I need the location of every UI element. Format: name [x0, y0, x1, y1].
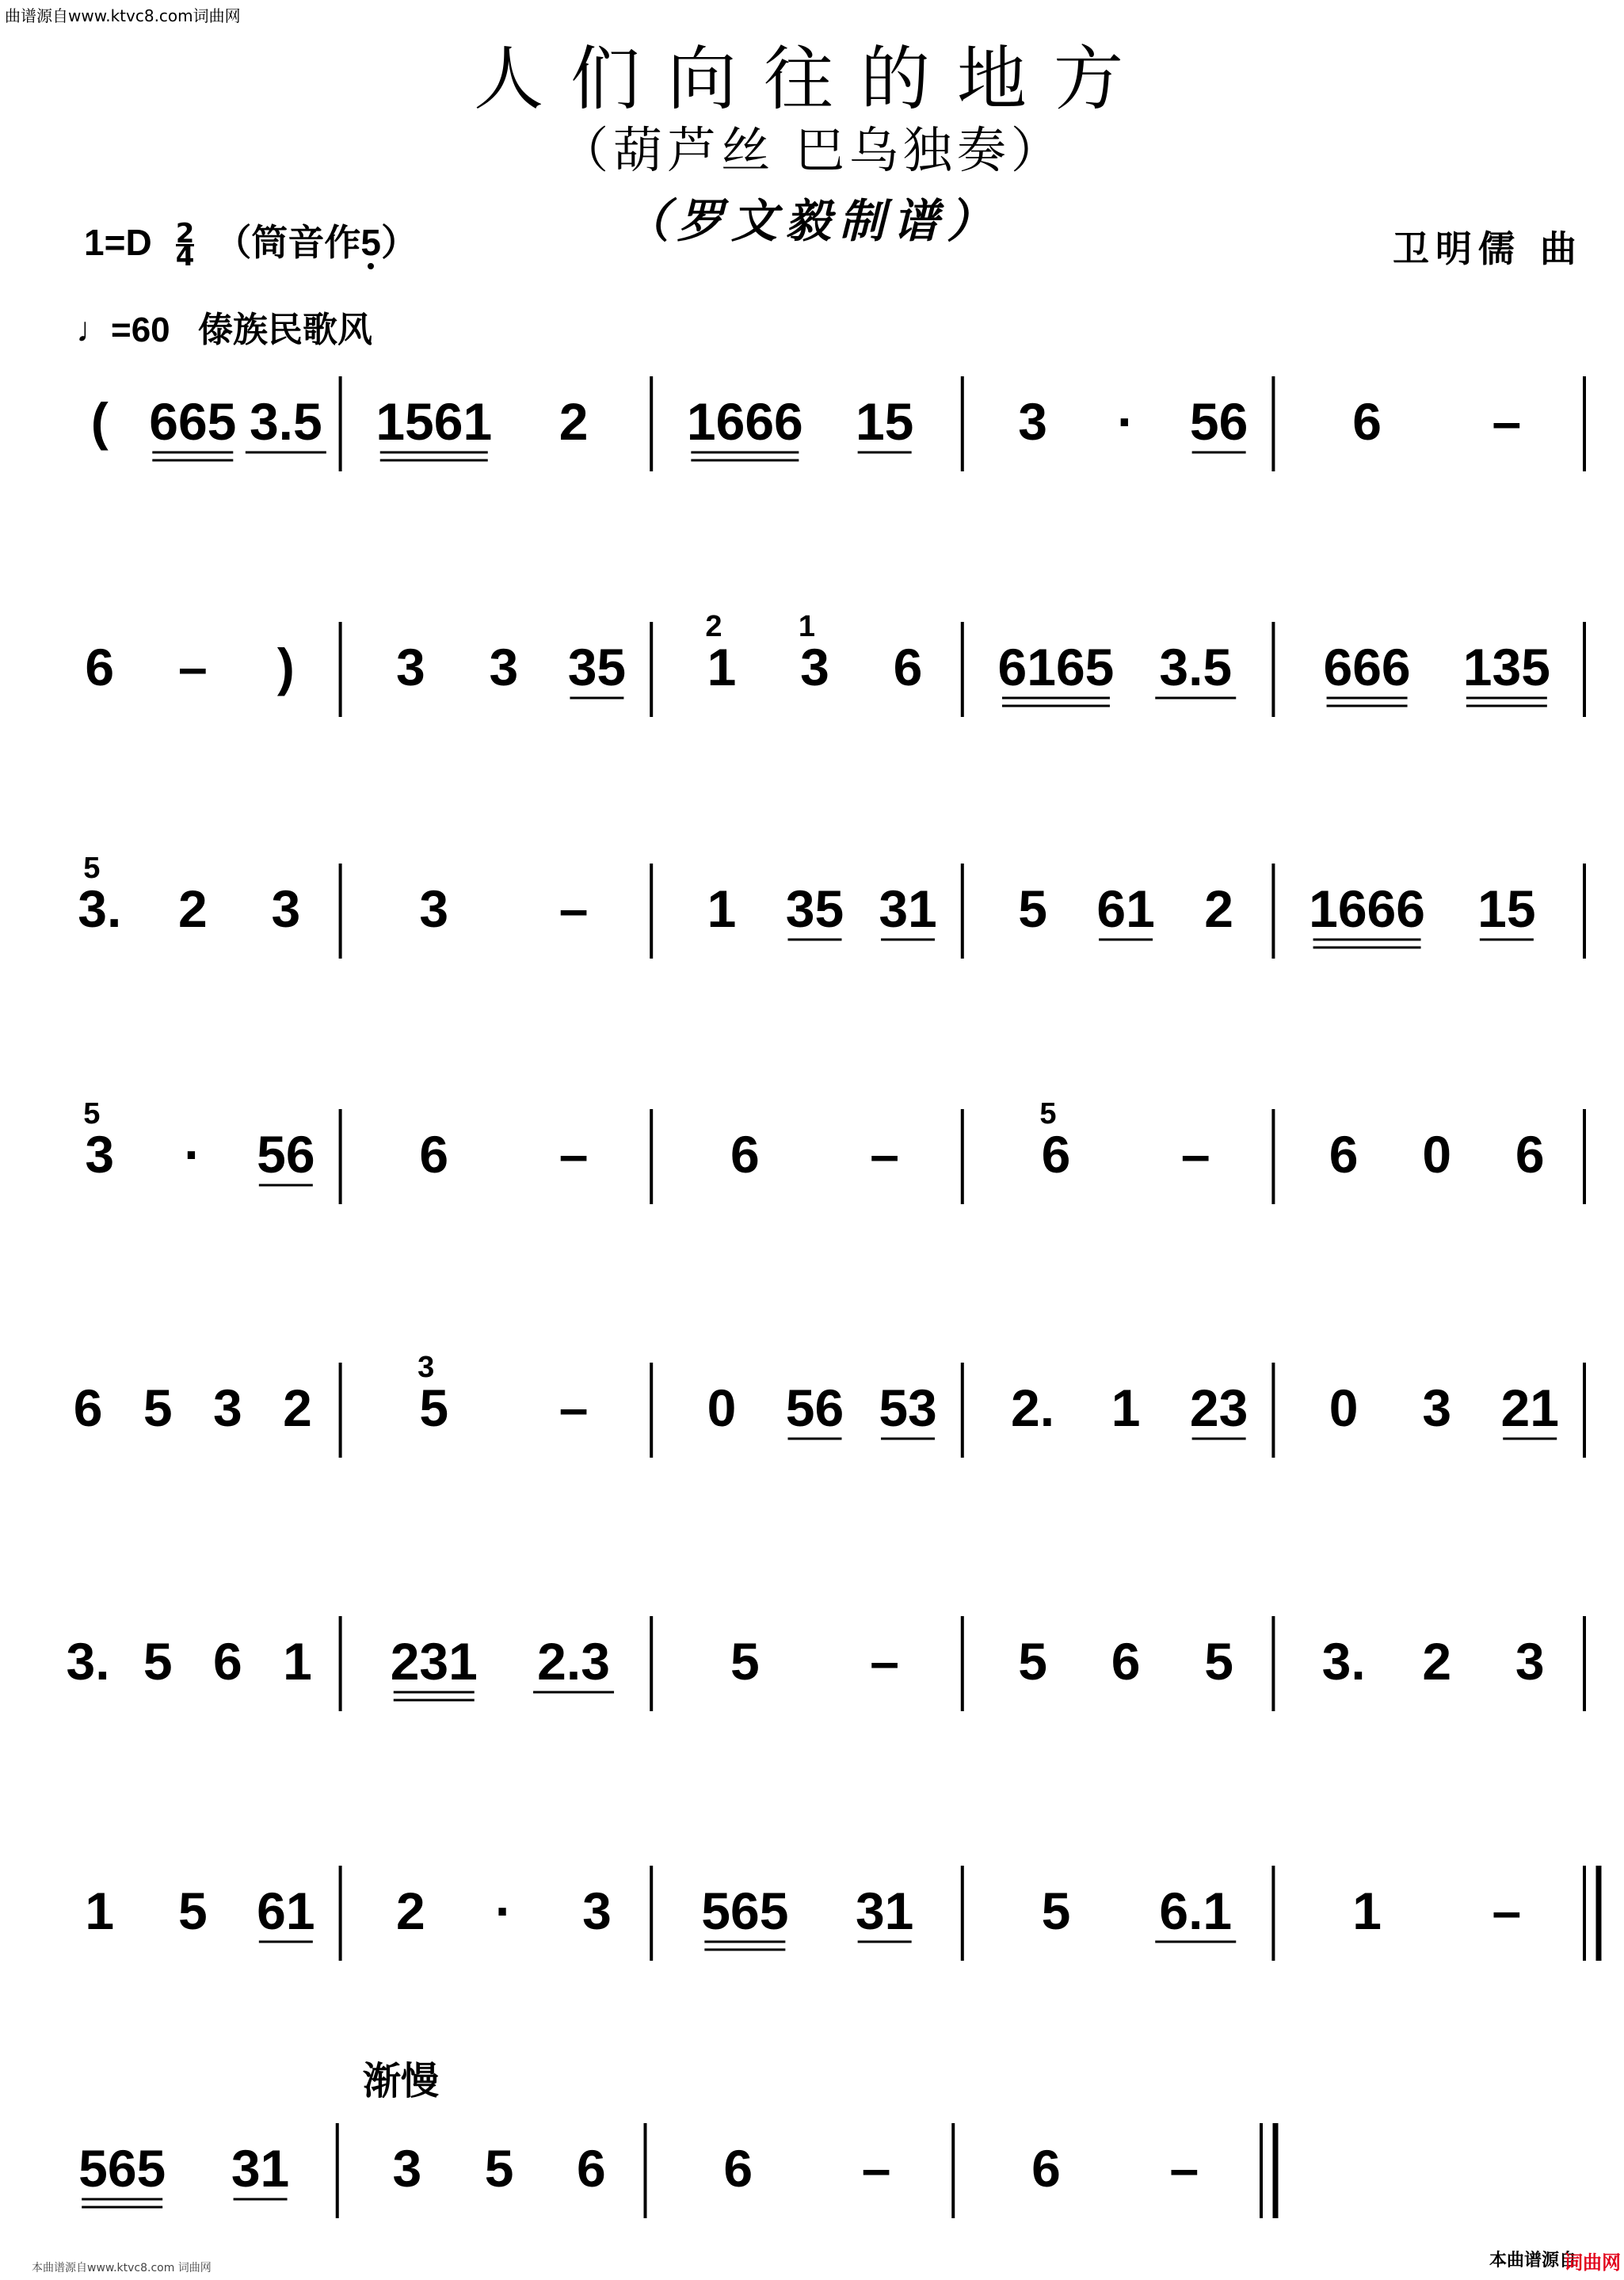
note-symbol: 3: [85, 1125, 115, 1184]
note-symbol: ·: [1117, 392, 1135, 451]
note-symbol: 61: [1096, 879, 1155, 938]
note-symbol: –: [1492, 392, 1522, 451]
note-symbol: –: [1492, 1882, 1522, 1940]
note-symbol: 666: [1323, 638, 1411, 696]
note-symbol: –: [177, 638, 208, 696]
grace-note: 1: [798, 610, 816, 643]
note-symbol: 6: [1031, 2139, 1061, 2198]
note-symbol: 35: [785, 879, 844, 938]
note-symbol: 31: [855, 1882, 914, 1940]
note-symbol: 3.5: [249, 392, 322, 451]
note-symbol: 5: [730, 1632, 760, 1691]
note-symbol: 31: [879, 879, 937, 938]
tube-note-close: ）: [380, 221, 417, 264]
note-symbol: –: [558, 1378, 589, 1437]
note-symbol: 0: [1422, 1125, 1452, 1184]
note-symbol: 6: [723, 2139, 753, 2198]
note-symbol: 6: [1352, 392, 1382, 451]
note-symbol: 6165: [997, 638, 1115, 696]
note-symbol: 5: [484, 2139, 514, 2198]
arranger-credit: （罗文毅制谱）: [623, 194, 1001, 248]
note-symbol: 5: [177, 1882, 208, 1940]
note-symbol: 1: [707, 879, 737, 938]
note-symbol: 3.: [78, 879, 122, 938]
note-symbol: –: [861, 2139, 891, 2198]
grace-note: 2: [705, 610, 722, 643]
note-symbol: 6: [419, 1125, 449, 1184]
note-symbol: 6: [730, 1125, 760, 1184]
note-symbol: (: [90, 392, 109, 451]
note-symbol: 2: [1422, 1632, 1452, 1691]
note-symbol: 2: [396, 1882, 425, 1940]
note-symbol: 2.3: [537, 1632, 610, 1691]
note-symbol: –: [1169, 2139, 1199, 2198]
note-symbol: 2: [558, 392, 589, 451]
note-symbol: 53: [879, 1378, 937, 1437]
note-symbol: 3: [1422, 1378, 1452, 1437]
note-symbol: 565: [701, 1882, 789, 1940]
note-symbol: 6: [73, 1378, 103, 1437]
tube-note-label: （筒音作: [215, 221, 361, 264]
note-symbol: 3: [419, 879, 449, 938]
note-symbol: ·: [494, 1882, 513, 1940]
song-title: 人们向往的地方: [473, 38, 1150, 120]
note-symbol: 3: [1515, 1632, 1545, 1691]
note-symbol: 6: [577, 2139, 606, 2198]
composer-credit: 卫明儒 曲: [1392, 227, 1583, 270]
note-symbol: ·: [184, 1125, 202, 1184]
note-symbol: 3: [582, 1882, 612, 1940]
note-symbol: 231: [390, 1632, 478, 1691]
note-symbol: 565: [78, 2139, 166, 2198]
note-symbol: 135: [1462, 638, 1550, 696]
note-symbol: 3: [800, 638, 829, 696]
note-symbol: 31: [231, 2139, 290, 2198]
note-symbol: 21: [1500, 1378, 1559, 1437]
ritardando-mark: 渐慢: [363, 2059, 440, 2103]
score-layer: [67, 376, 1599, 2218]
note-symbol: 2: [177, 879, 208, 938]
note-symbol: 6: [213, 1632, 242, 1691]
note-symbol: 3.5: [1159, 638, 1233, 696]
style-mark: 傣族民歌风: [197, 310, 372, 350]
note-symbol: 2.: [1011, 1378, 1055, 1437]
note-symbol: 3: [396, 638, 425, 696]
key-value: 1=D: [84, 222, 152, 263]
note-symbol: 3: [392, 2139, 422, 2198]
note-symbol: 23: [1189, 1378, 1248, 1437]
footer-site-mark: 词曲网: [1564, 2251, 1621, 2274]
note-symbol: 0: [707, 1378, 737, 1437]
time-denominator: 4: [175, 241, 195, 273]
note-symbol: 61: [257, 1882, 315, 1940]
note-symbol: 5: [143, 1378, 173, 1437]
grace-note: 3: [417, 1351, 435, 1384]
note-symbol: 56: [1189, 392, 1248, 451]
note-symbol: 1: [85, 1882, 115, 1940]
tube-note-value: 5: [360, 222, 381, 263]
note-symbol: 5: [1041, 1882, 1071, 1940]
note-symbol: 6.1: [1159, 1882, 1233, 1940]
note-symbol: 2: [283, 1378, 312, 1437]
note-symbol: 1: [283, 1632, 312, 1691]
note-symbol: 3.: [1321, 1632, 1366, 1691]
grace-note: 5: [1039, 1097, 1057, 1130]
note-symbol: 1: [1111, 1378, 1141, 1437]
note-symbol: 56: [257, 1125, 315, 1184]
note-symbol: 6: [1111, 1632, 1141, 1691]
note-symbol: 3: [271, 879, 301, 938]
note-symbol: 665: [149, 392, 237, 451]
note-symbol: 5: [1018, 1632, 1047, 1691]
note-symbol: 1: [1352, 1882, 1382, 1940]
tempo-mark: ♩=60: [76, 311, 170, 349]
note-symbol: 56: [785, 1378, 844, 1437]
note-symbol: 6: [893, 638, 923, 696]
note-symbol: –: [870, 1125, 900, 1184]
note-symbol: 6: [1329, 1125, 1359, 1184]
note-symbol: 6: [1515, 1125, 1545, 1184]
grace-note: 5: [83, 852, 101, 885]
footer-source: 本曲谱源自: [1489, 2251, 1576, 2270]
note-symbol: 15: [1477, 879, 1536, 938]
note-symbol: 1666: [686, 392, 803, 451]
note-symbol: –: [558, 1125, 589, 1184]
note-symbol: 15: [855, 392, 914, 451]
note-symbol: 5: [1018, 879, 1047, 938]
note-symbol: 5: [1204, 1632, 1233, 1691]
note-symbol: 3.: [66, 1632, 110, 1691]
note-symbol: 5: [419, 1378, 449, 1437]
time-numerator: 2: [175, 218, 195, 250]
note-symbol: 6: [85, 638, 115, 696]
note-symbol: 1561: [376, 392, 493, 451]
note-symbol: –: [558, 879, 589, 938]
note-symbol: ): [276, 638, 295, 696]
note-symbol: 1: [707, 638, 737, 696]
note-symbol: –: [870, 1632, 900, 1691]
note-symbol: 3: [489, 638, 519, 696]
song-subtitle: （葫芦丝 巴乌独奏）: [559, 121, 1065, 179]
note-symbol: 5: [143, 1632, 173, 1691]
footer-source-small: 本曲谱源自www.ktvc8.com 词曲网: [32, 2262, 212, 2274]
note-symbol: 3: [1018, 392, 1047, 451]
note-symbol: 2: [1204, 879, 1233, 938]
note-symbol: 6: [1041, 1125, 1071, 1184]
note-symbol: 3: [213, 1378, 242, 1437]
grace-note: 5: [83, 1097, 101, 1130]
source-line: 曲谱源自www.ktvc8.com词曲网: [5, 6, 241, 25]
note-symbol: –: [1180, 1125, 1210, 1184]
note-symbol: 35: [567, 638, 627, 696]
note-symbol: 1666: [1309, 879, 1425, 938]
note-symbol: 0: [1329, 1378, 1359, 1437]
